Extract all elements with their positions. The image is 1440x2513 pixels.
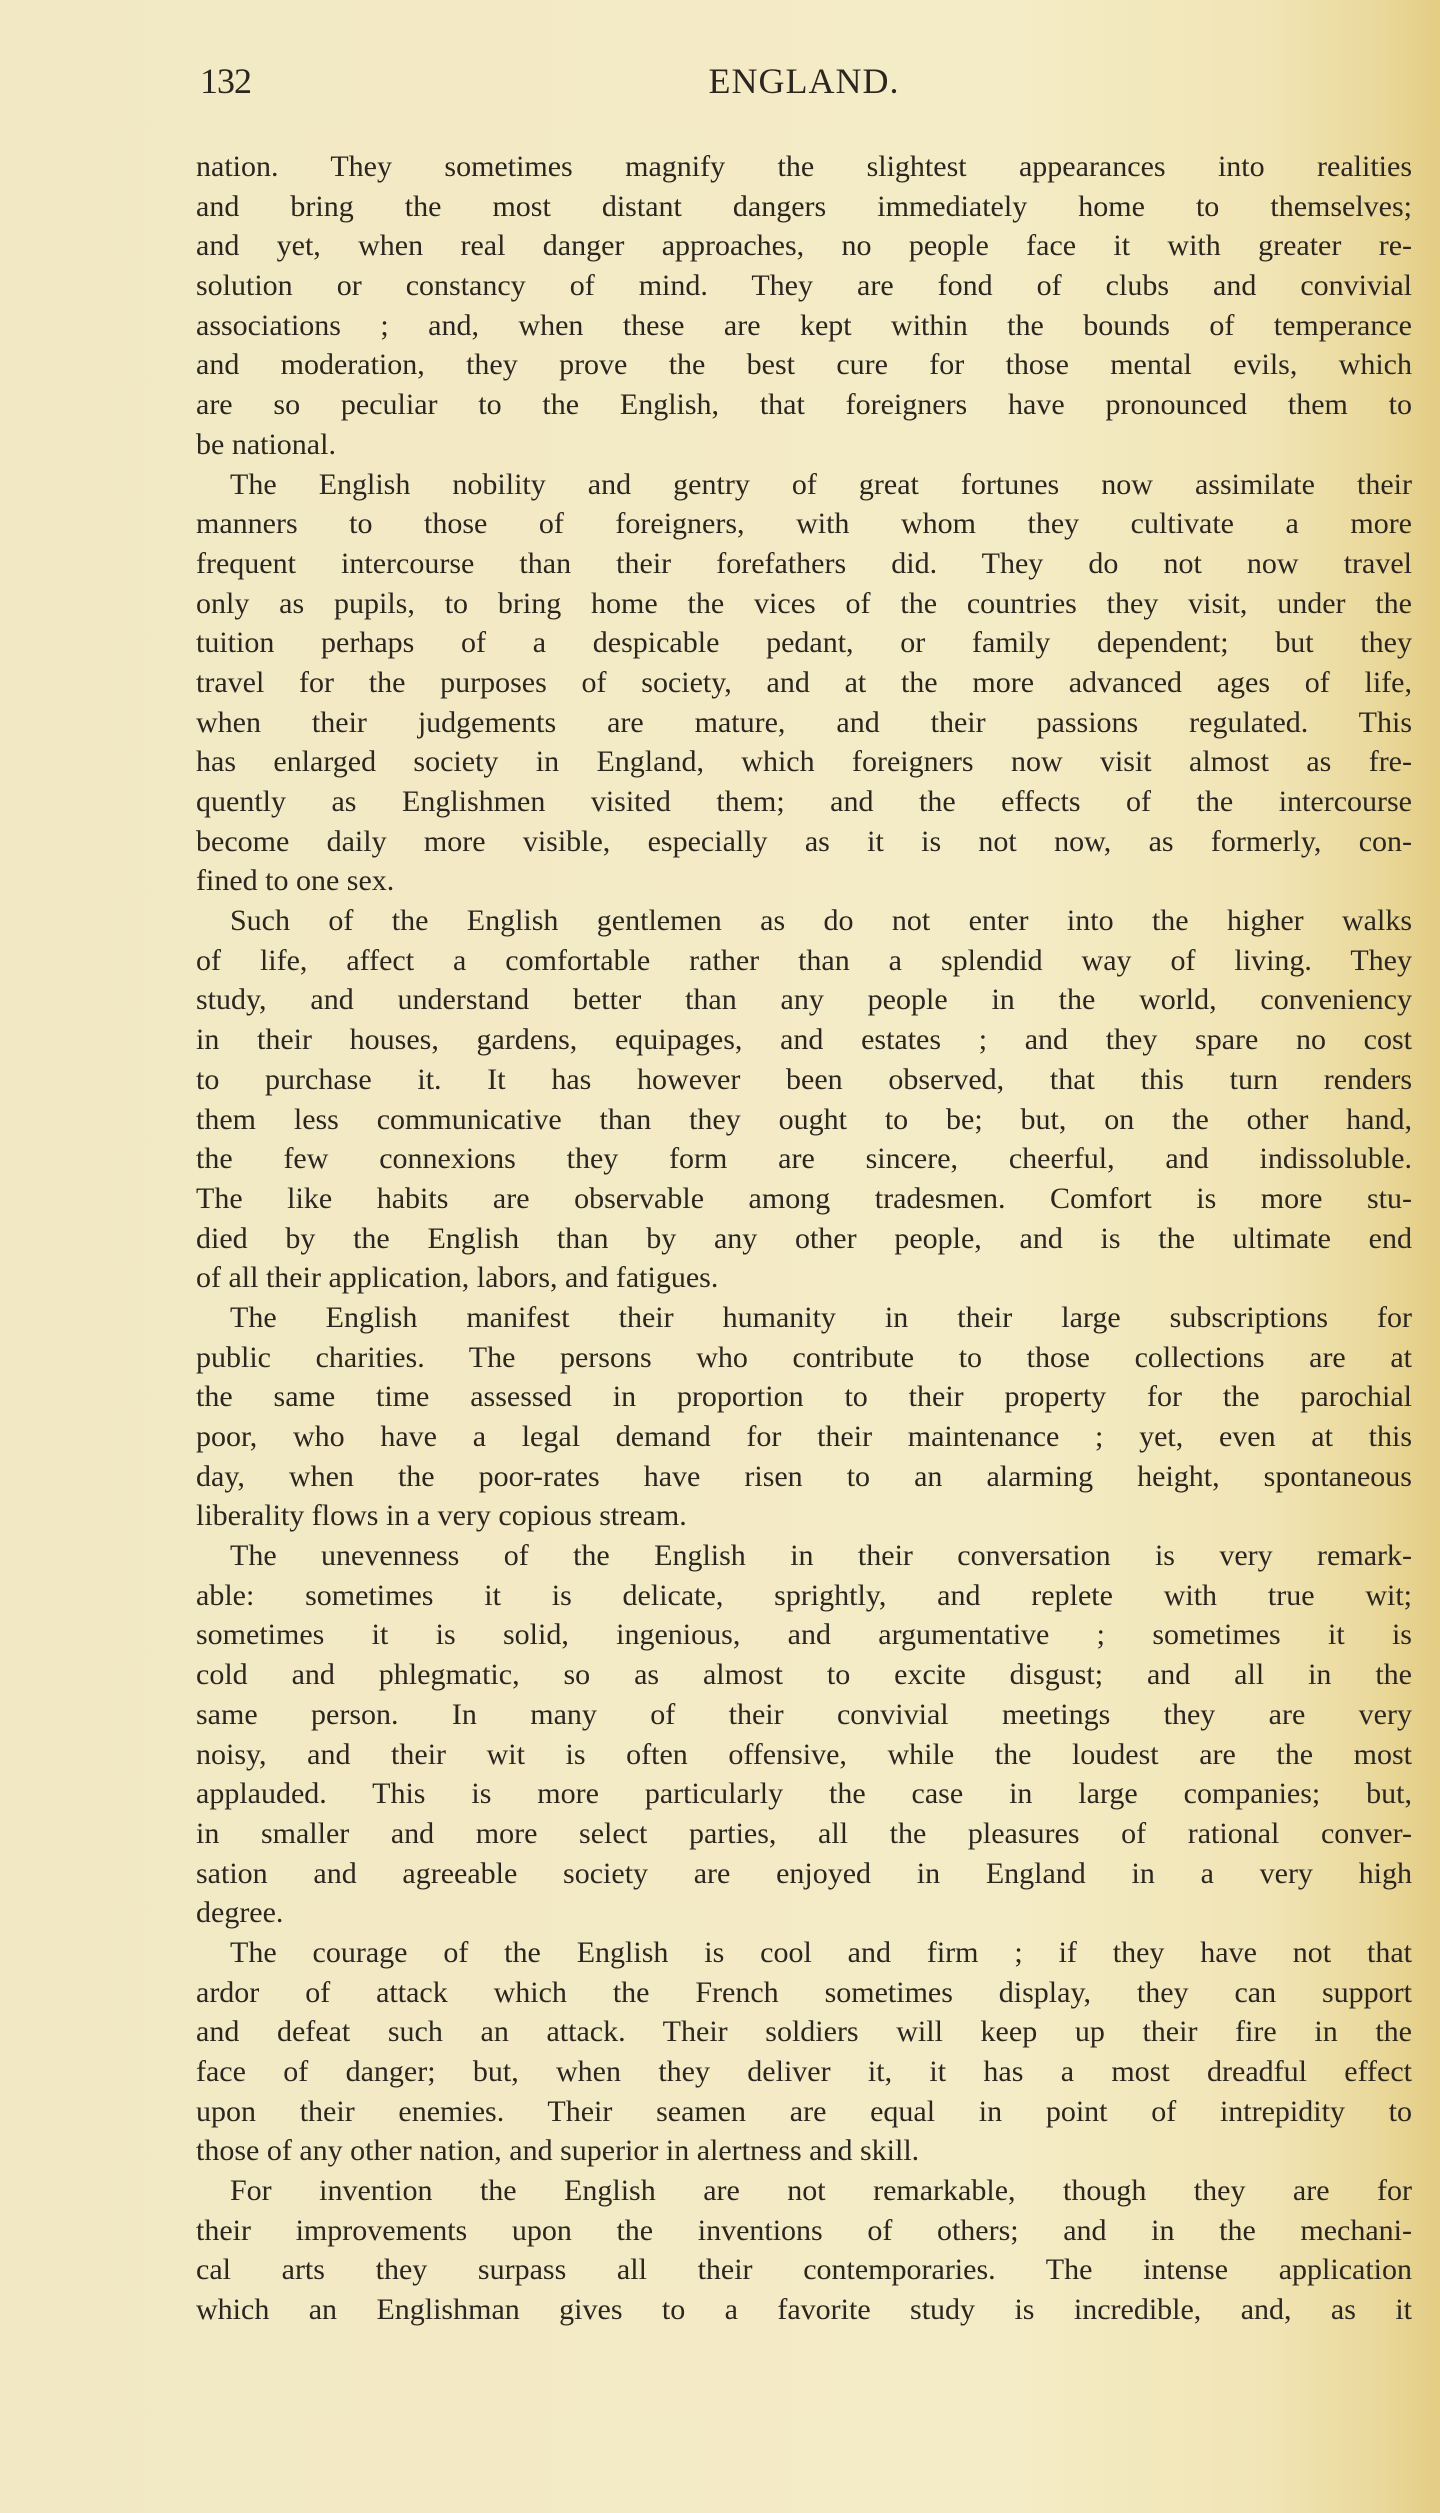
text-line: day, when the poor-rates have risen to an alarming height, spontaneous [196, 1459, 1412, 1493]
text-line: them less communicative than they ought to be; but, on the other hand, [196, 1102, 1412, 1136]
text-line: face of danger; but, when they deliver it, it has a most dreadful effect [196, 2055, 1412, 2088]
text-line: solution or constancy of mind. They are fond of clubs and convivial [196, 269, 1412, 303]
text-line: are so peculiar to the English, that foreigners have pronounced them to [196, 388, 1412, 422]
text-line: study, and understand better than any people in the world, conveniency [196, 983, 1412, 1017]
text-line: public charities. The persons who contribute to those collections are at [196, 1340, 1412, 1374]
text-line: in their houses, gardens, equipages, and estates ; and they spare no cost [196, 1023, 1412, 1057]
text-line: sation and agreeable society are enjoyed in England in a very high [196, 1856, 1412, 1890]
text-line: The English manifest their humanity in their large subscriptions for [230, 1300, 1412, 1334]
text-line: and bring the most distant dangers immediately home to themselves; [196, 189, 1412, 223]
text-line: noisy, and their wit is often offensive, while the loudest are the most [196, 1737, 1412, 1771]
text-line: The unevenness of the English in their conversation is very remark- [230, 1539, 1412, 1573]
text-line: when their judgements are mature, and their passions regulated. This [196, 705, 1412, 739]
text-line: frequent intercourse than their forefathers did. They do not now travel [196, 546, 1412, 580]
text-line: cold and phlegmatic, so as almost to excite disgust; and all in the [196, 1658, 1412, 1692]
text-line: For invention the English are not remarkable, though they are for [230, 2174, 1412, 2208]
text-line: and defeat such an attack. Their soldiers will keep up their fire in the [196, 2015, 1412, 2049]
text-line: manners to those of foreigners, with whom they cultivate a more [196, 507, 1412, 541]
text-line: liberality flows in a very copious stream. [196, 1499, 687, 1533]
text-line: ardor of attack which the French sometimes display, they can support [196, 1975, 1412, 2009]
text-line: which an Englishman gives to a favorite study is incredible, and, as it [196, 2293, 1412, 2327]
text-line: died by the English than by any other people, and is the ultimate end [196, 1221, 1412, 1255]
text-line: quently as Englishmen visited them; and the effects of the intercourse [196, 785, 1412, 818]
text-line: tuition perhaps of a despicable pedant, or family dependent; but they [196, 626, 1412, 660]
text-line: become daily more visible, especially as it is not now, as formerly, con- [196, 824, 1412, 858]
text-line: the few connexions they form are sincere, cheerful, and indissoluble. [196, 1142, 1412, 1176]
text-line: fined to one sex. [196, 864, 395, 898]
text-line: sometimes it is solid, ingenious, and argumentative ; sometimes it is [196, 1618, 1412, 1652]
page-header [196, 60, 1412, 110]
text-line: poor, who have a legal demand for their maintenance ; yet, even at this [196, 1420, 1412, 1453]
text-line: their improvements upon the inventions of others; and in the mechani- [196, 2213, 1412, 2247]
text-line: and moderation, they prove the best cure for those mental evils, which [196, 348, 1412, 382]
text-line: applauded. This is more particularly the case in large companies; but, [196, 1777, 1412, 1811]
text-line: same person. In many of their convivial meetings they are very [196, 1697, 1412, 1731]
text-line: has enlarged society in England, which foreigners now visit almost as fre- [196, 745, 1412, 779]
text-line: Such of the English gentlemen as do not enter into the higher walks [230, 904, 1412, 938]
text-line: upon their enemies. Their seamen are equal in point of intrepidity to [196, 2094, 1412, 2128]
text-line: of all their application, labors, and fatigues. [196, 1261, 719, 1295]
text-line: in smaller and more select parties, all the pleasures of rational conver- [196, 1816, 1412, 1850]
text-line: The courage of the English is cool and firm ; if they have not that [230, 1935, 1412, 1969]
text-line: nation. They sometimes magnify the slightest appearances into realities [196, 150, 1412, 183]
text-line: degree. [196, 1896, 284, 1930]
page-number: 132 [200, 61, 251, 101]
text-line: cal arts they surpass all their contemporaries. The intense application [196, 2253, 1412, 2287]
text-line: to purchase it. It has however been observed, that this turn renders [196, 1062, 1412, 1096]
text-line: of life, affect a comfortable rather than a splendid way of living. They [196, 943, 1412, 977]
text-line: and yet, when real danger approaches, no people face it with greater re- [196, 229, 1412, 263]
text-line: associations ; and, when these are kept within the bounds of temperance [196, 308, 1412, 342]
text-line: The like habits are observable among tradesmen. Comfort is more stu- [196, 1181, 1412, 1215]
text-line: travel for the purposes of society, and at the more advanced ages of life, [196, 665, 1412, 699]
text-line: The English nobility and gentry of great fortunes now assimilate their [230, 467, 1412, 501]
text-line: those of any other nation, and superior in alertness and skill. [196, 2134, 920, 2168]
text-line: able: sometimes it is delicate, sprightly, and replete with true wit; [196, 1578, 1412, 1612]
text-line: only as pupils, to bring home the vices of the countries they visit, under the [196, 586, 1412, 620]
text-line: the same time assessed in proportion to their property for the parochial [196, 1380, 1412, 1414]
running-head: ENGLAND. [708, 61, 900, 101]
page-body-text [196, 147, 1412, 2330]
text-line: be national. [196, 427, 336, 461]
